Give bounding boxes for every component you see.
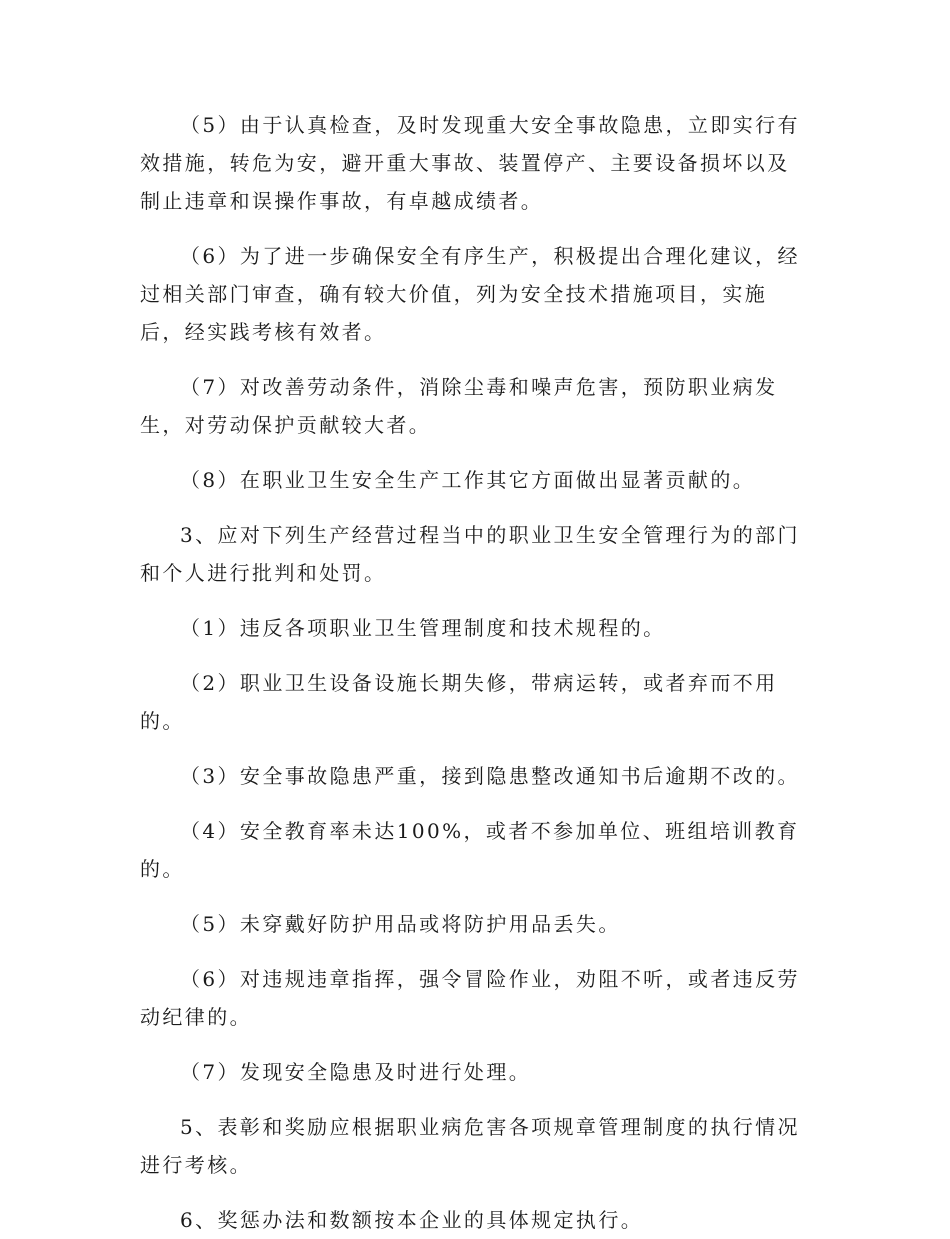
- paragraph-section-6: 6、奖惩办法和数额按本企业的具体规定执行。: [180, 1208, 644, 1232]
- paragraph-penalty-2: （2）职业卫生设备设施长期失修，带病运转，或者弃而不用的。: [140, 671, 778, 733]
- paragraph-penalty-5: （5）未穿戴好防护用品或将防护用品丢失。: [180, 912, 621, 936]
- paragraph-reward-8: （8）在职业卫生安全生产工作其它方面做出显著贡献的。: [180, 468, 756, 492]
- paragraph-reward-7: （7）对改善劳动条件，消除尘毒和噪声危害，预防职业病发生，对劳动保护贡献较大者。: [140, 375, 778, 437]
- document-body: [140, 106, 805, 1239]
- paragraph-penalty-7: （7）发现安全隐患及时进行处理。: [180, 1060, 532, 1084]
- paragraph-penalty-3: （3）安全事故隐患严重，接到隐患整改通知书后逾期不改的。: [180, 764, 800, 788]
- paragraph-penalty-4: （4）安全教育率未达100%，或者不参加单位、班组培训教育的。: [140, 819, 800, 881]
- paragraph-penalty-6: （6）对违规违章指挥，强令冒险作业，劝阻不听，或者违反劳动纪律的。: [140, 967, 800, 1029]
- paragraph-section-5: 5、表彰和奖励应根据职业病危害各项规章管理制度的执行情况进行考核。: [140, 1115, 800, 1177]
- paragraph-penalty-1: （1）违反各项职业卫生管理制度和技术规程的。: [180, 616, 666, 640]
- paragraph-reward-5: （5）由于认真检查，及时发现重大安全事故隐患，立即实行有效措施，转危为安，避开重大事故、装置停产、主要设备损坏以及制止违章和误操作事故，有卓越成绩者。: [140, 113, 800, 213]
- paragraph-section-3: 3、应对下列生产经营过程当中的职业卫生安全管理行为的部门和个人进行批判和处罚。: [140, 523, 800, 585]
- paragraph-reward-6: （6）为了进一步确保安全有序生产，积极提出合理化建议，经过相关部门审查，确有较大价值，列为安全技术措施项目，实施后，经实践考核有效者。: [140, 244, 800, 344]
